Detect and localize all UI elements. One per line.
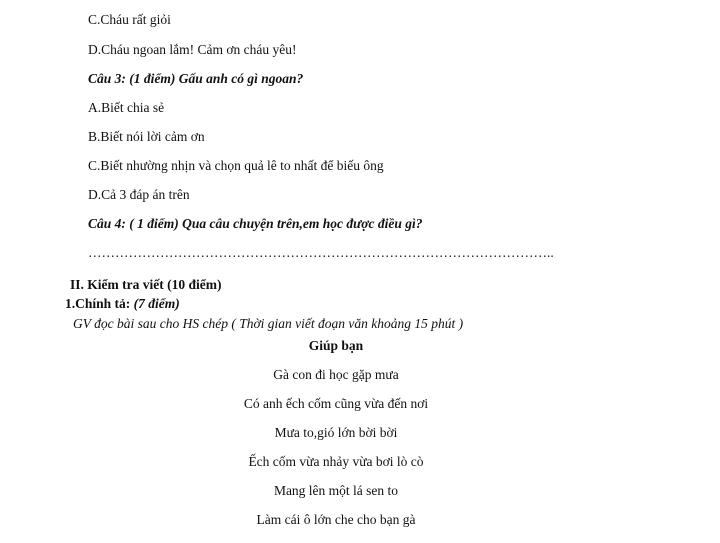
q3-option-c: C.Biết nhường nhịn và chọn quả lê to nhất để biếu ông (88, 158, 384, 173)
q2-option-c: C.Cháu rất giỏi (88, 12, 171, 27)
section2-sub1 (65, 296, 180, 312)
q3-option-a: A.Biết chia sẻ (88, 100, 165, 115)
poem-line: Mưa to,gió lớn bời bời (274, 425, 398, 440)
sub1-label: 1.Chính tả: (65, 296, 131, 311)
poem-line: Ếch cốm vừa nhảy vừa bơi lò cò (248, 454, 424, 469)
q4-prompt: Câu 4: ( 1 điểm) Qua câu chuyện trên,em học được điều gì? (88, 216, 423, 231)
poem-line: Gà con đi học gặp mưa (273, 367, 399, 382)
poem-line: Mang lên một lá sen to (273, 483, 399, 498)
section2-title: II. Kiểm tra viết (10 điểm) (70, 277, 222, 292)
q2-option-d: D.Cháu ngoan lắm! Cảm ơn cháu yêu! (88, 42, 297, 57)
q4-answer-line: ………………………………………………………………………………………….. (88, 245, 554, 260)
sub1-points: (7 điểm) (133, 296, 180, 311)
q3-prompt: Câu 3: (1 điểm) Gấu anh có gì ngoan? (88, 71, 304, 86)
poem-line: Có anh ếch cốm cũng vừa đến nơi (243, 396, 429, 411)
dictation-instruction: GV đọc bài sau cho HS chép ( Thời gian viết đoạn văn khoảng 15 phút ) (73, 316, 464, 331)
poem-line: Làm cái ô lớn che cho bạn gà (256, 512, 416, 527)
q3-option-b: B.Biết nói lời cảm ơn (88, 129, 205, 144)
poem-title: Giúp bạn (308, 338, 364, 353)
q3-option-d: D.Cả 3 đáp án trên (88, 187, 190, 202)
